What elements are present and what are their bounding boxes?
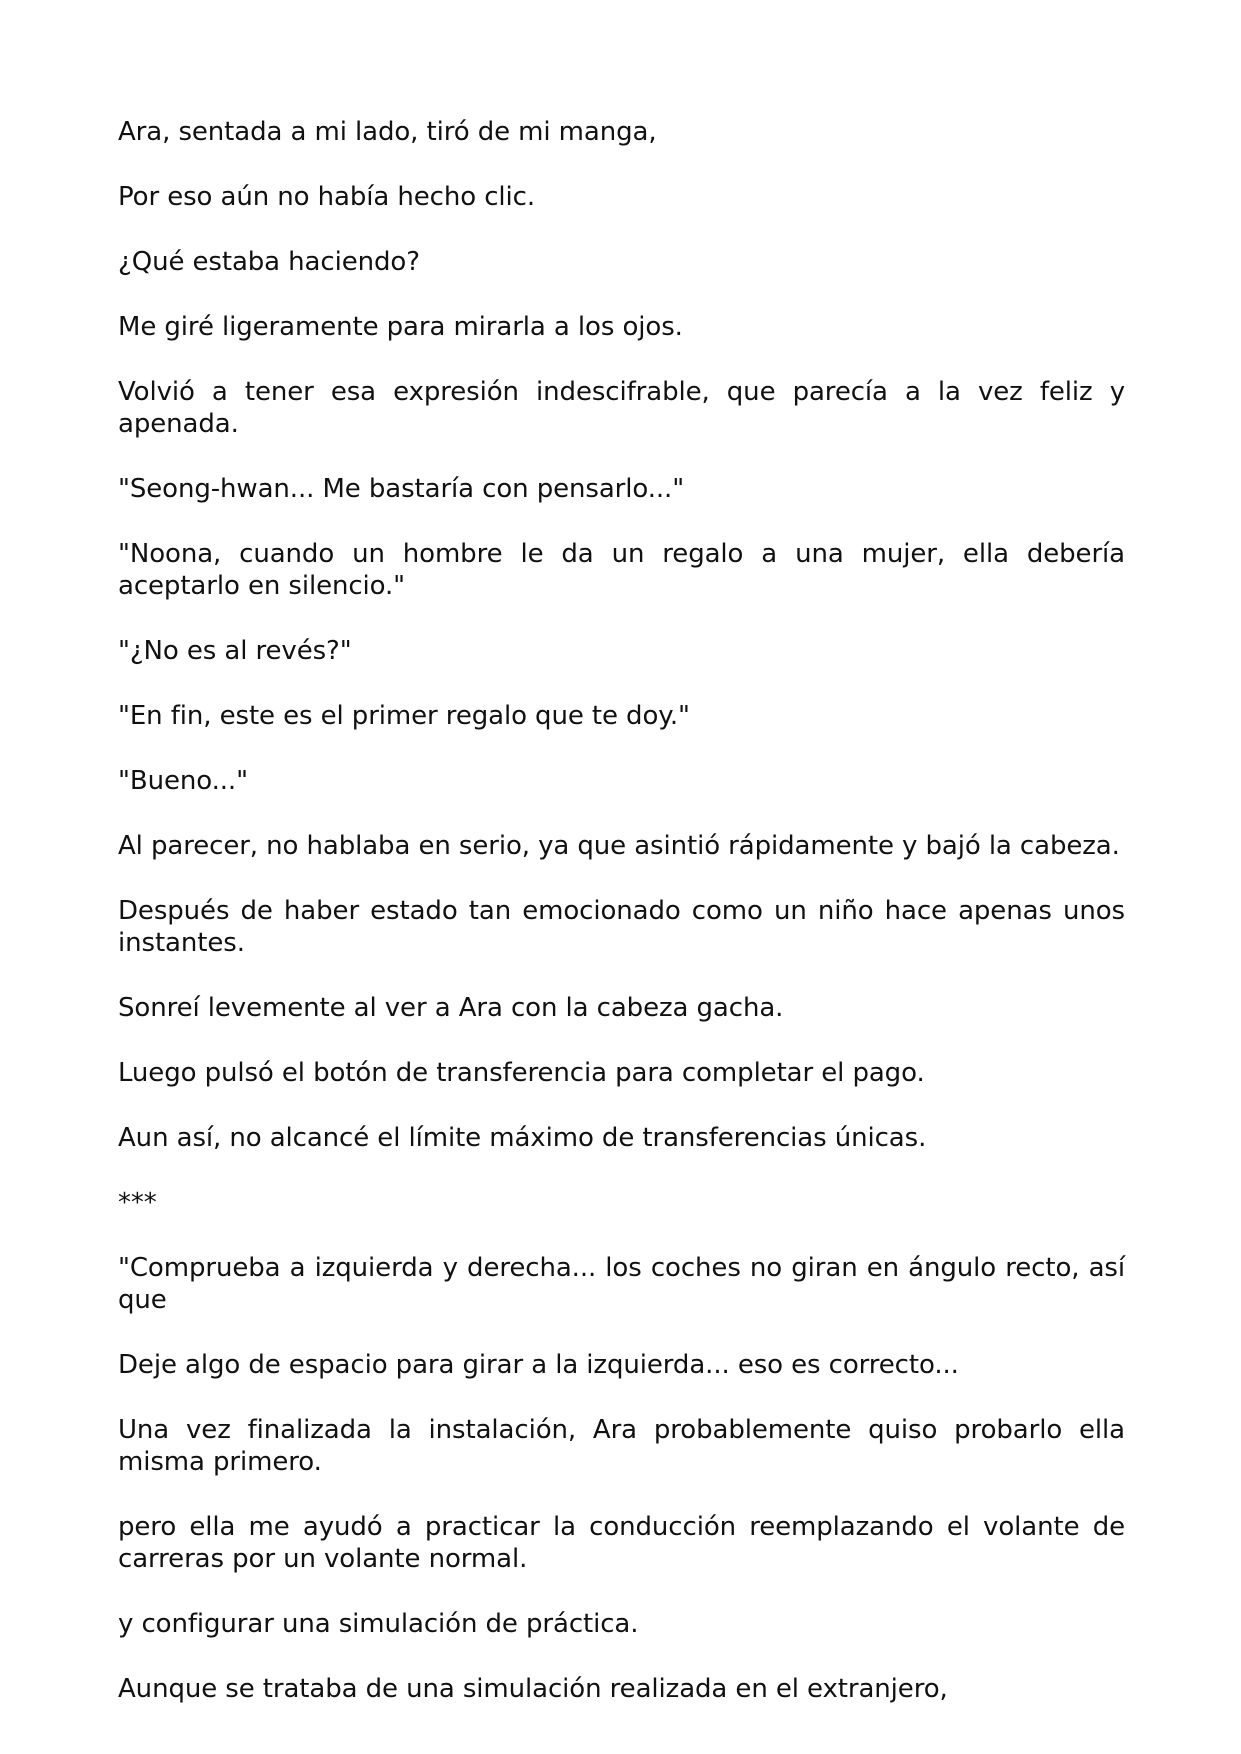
paragraph: ¿Qué estaba haciendo? — [118, 247, 420, 277]
paragraph: "Seong-hwan... Me bastaría con pensarlo..." — [118, 474, 685, 504]
document-body — [118, 116, 1125, 1738]
paragraph: Después de haber estado tan emocionado como un niño hace apenas unos instantes. — [118, 896, 1125, 958]
paragraph: "Bueno..." — [118, 766, 248, 796]
paragraph: Deje algo de espacio para girar a la izquierda... eso es correcto... — [118, 1350, 959, 1380]
paragraph: pero ella me ayudó a practicar la conducción reemplazando el volante de carreras por un volante normal. — [118, 1512, 1125, 1574]
paragraph: Ara, sentada a mi lado, tiró de mi manga, — [118, 117, 657, 147]
paragraph: Aun así, no alcancé el límite máximo de transferencias únicas. — [118, 1123, 927, 1153]
paragraph: Luego pulsó el botón de transferencia para completar el pago. — [118, 1058, 925, 1088]
paragraph: "Comprueba a izquierda y derecha... los coches no giran en ángulo recto, así que — [118, 1253, 1125, 1315]
paragraph: Al parecer, no hablaba en serio, ya que asintió rápidamente y bajó la cabeza. — [118, 831, 1120, 861]
paragraph: Volvió a tener esa expresión indescifrable, que parecía a la vez feliz y apenada. — [118, 377, 1125, 439]
scene-break: *** — [118, 1188, 157, 1218]
paragraph: Una vez finalizada la instalación, Ara probablemente quiso probarlo ella misma primero. — [118, 1415, 1125, 1477]
paragraph: y configurar una simulación de práctica. — [118, 1609, 639, 1639]
paragraph: "Noona, cuando un hombre le da un regalo a una mujer, ella debería aceptarlo en silencio." — [118, 539, 1125, 601]
paragraph: "¿No es al revés?" — [118, 636, 352, 666]
paragraph: "En fin, este es el primer regalo que te doy." — [118, 701, 690, 731]
paragraph: Me giré ligeramente para mirarla a los ojos. — [118, 312, 683, 342]
paragraph: Aunque se trataba de una simulación realizada en el extranjero, — [118, 1674, 948, 1704]
paragraph: Sonreí levemente al ver a Ara con la cabeza gacha. — [118, 993, 784, 1023]
paragraph: Por eso aún no había hecho clic. — [118, 182, 535, 212]
